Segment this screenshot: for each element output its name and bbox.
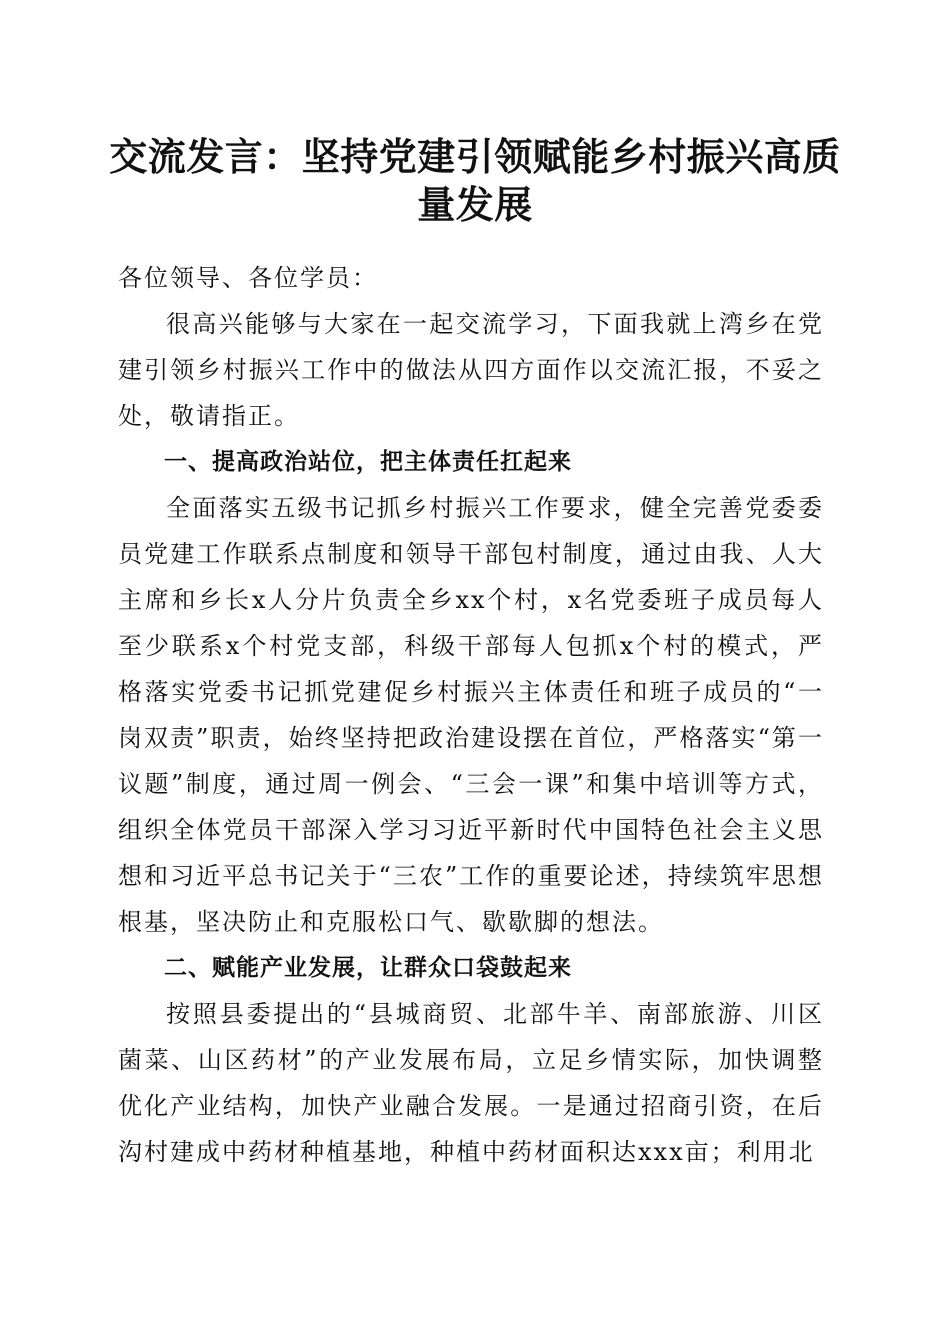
document-title: 交流发言：坚持党建引领赋能乡村振兴高质量发展 (109, 134, 841, 227)
salutation: 各位领导、各位学员： (118, 264, 378, 292)
intro-paragraph: 很高兴能够与大家在一起交流学习，下面我就上湾乡在党建引领乡村振兴工作中的做法从四方面作以交流汇报，不妥之处，敬请指正。 (118, 310, 824, 430)
section-1-paragraph: 全面落实五级书记抓乡村振兴工作要求，健全完善党委委员党建工作联系点制度和领导干部包村制度，通过由我、人大主席和乡长x人分片负责全乡xx个村，x名党委班子成员每人至少联系x个村党支部，科级干部每人包抓x个村的模式，严格落实党委书记抓党建促乡村振兴主体责任和班子成员的“一岗双责”职责，始终坚持把政治建设摆在首位，严格落实“第一议题”制度，通过周一例会、“三会一课”和集中培训等方式，组织全体党员干部深入学习习近平新时代中国特色社会主义思想和习近平总书记关于“三农”工作的重要论述，持续筑牢思想根基，坚决防止和克服松口气、歇歇脚的想法。 (118, 494, 824, 936)
section-1-heading: 一、提高政治站位，把主体责任扛起来 (164, 449, 572, 475)
section-2-paragraph: 按照县委提出的“县城商贸、北部牛羊、南部旅游、川区菌菜、山区药材”的产业发展布局，立足乡情实际，加快调整优化产业结构，加快产业融合发展。一是通过招商引资，在后沟村建成中药材种植基地，种植中药材面积达xxx亩；利用北 (118, 1000, 824, 1166)
section-2-heading: 二、赋能产业发展，让群众口袋鼓起来 (164, 955, 572, 981)
document-body (118, 255, 824, 1175)
